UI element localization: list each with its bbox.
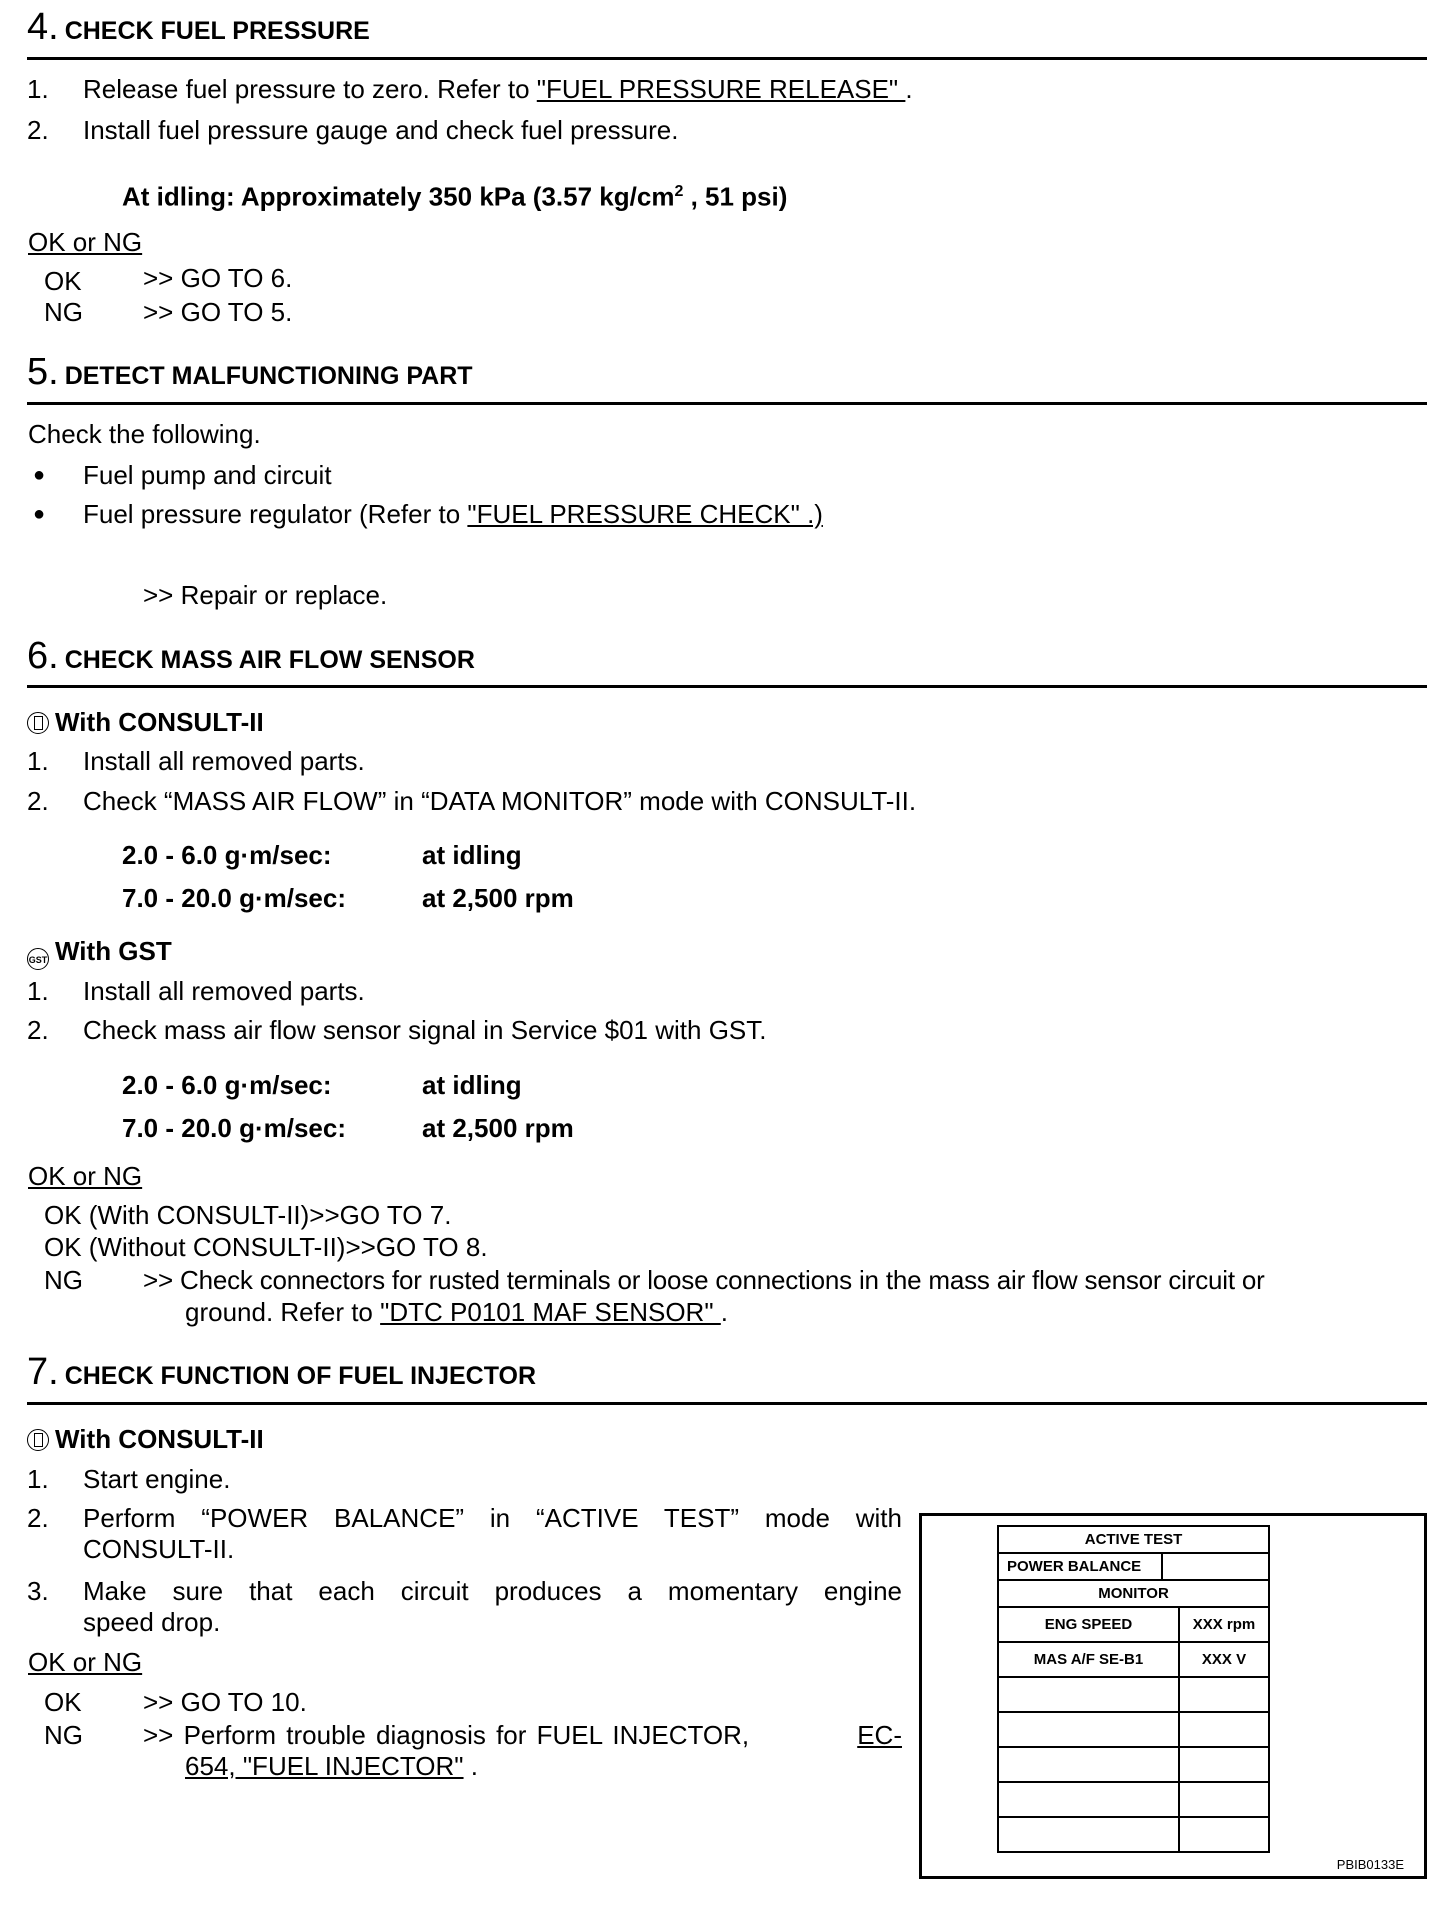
empty-cell <box>998 1747 1179 1782</box>
empty-cell <box>998 1712 1179 1747</box>
result-action: >> GO TO 5. <box>143 297 293 327</box>
step-4-heading <box>27 7 370 51</box>
step-number: 5. <box>27 351 59 393</box>
item-text-end: . <box>905 74 913 104</box>
divider <box>27 402 1427 405</box>
ok-or-ng-label: OK or NG <box>28 1647 143 1677</box>
spec-value: 7.0 - 20.0 g·m/sec: <box>122 883 346 913</box>
bullet-icon: ● <box>33 464 46 486</box>
spec-condition: at idling <box>422 840 522 870</box>
with-gst-label <box>27 936 172 966</box>
text-end: . <box>720 1297 729 1327</box>
ok-or-ng-label: OK or NG <box>28 1161 143 1191</box>
fuel-pressure-check-link[interactable]: "FUEL PRESSURE CHECK" .) <box>467 499 823 529</box>
result-key: OK <box>44 1687 82 1717</box>
empty-cell <box>1179 1712 1269 1747</box>
divider <box>27 1402 1427 1405</box>
item-text: Make sure that each circuit produces a momentary engine <box>83 1576 902 1606</box>
empty-cell <box>1179 1677 1269 1712</box>
with-consult-label <box>27 707 264 737</box>
monitor-value: XXX rpm <box>1179 1607 1269 1642</box>
monitor-value: XXX V <box>1179 1642 1269 1677</box>
text: ground. Refer to <box>185 1297 381 1327</box>
ok-or-ng-label: OK or NG <box>28 227 143 257</box>
list-item <box>27 74 49 104</box>
item-text: Install all removed parts. <box>83 746 365 776</box>
step-7-heading <box>27 1352 536 1396</box>
item-text: Install fuel pressure gauge and check fuel pressure. <box>83 115 679 145</box>
result-action: >> GO TO 6. <box>143 263 293 293</box>
monitor-item: MAS A/F SE-B1 <box>998 1642 1179 1677</box>
consult-icon <box>27 712 49 734</box>
item-text: Install all removed parts. <box>83 976 365 1006</box>
item-text: Check mass air flow sensor signal in Service $01 with GST. <box>83 1015 767 1045</box>
result-action-cont <box>185 1297 728 1327</box>
step-title: CHECK FUEL PRESSURE <box>64 17 370 45</box>
result-key: NG <box>44 1720 83 1750</box>
figure-id: PBIB0133E <box>1336 1857 1404 1872</box>
step-title: DETECT MALFUNCTIONING PART <box>64 362 473 390</box>
result-key: NG <box>44 1265 83 1295</box>
with-consult-label <box>27 1424 264 1454</box>
item-number: 2. <box>27 1503 49 1533</box>
bullet-icon: ● <box>33 503 46 525</box>
gst-icon: GST <box>27 948 49 970</box>
spec-value: 7.0 - 20.0 g·m/sec: <box>122 1113 346 1143</box>
label-text: With CONSULT-II <box>55 1424 264 1454</box>
item-text-cont: CONSULT-II. <box>83 1534 235 1564</box>
item-text: Start engine. <box>83 1464 231 1494</box>
spec-condition: at 2,500 rpm <box>422 1113 574 1143</box>
item-text: Perform “POWER BALANCE” in “ACTIVE TEST” mode with <box>83 1503 902 1533</box>
result-action: >> Check connectors for rusted terminals or loose connections in the mass air flow sensor circuit or <box>143 1265 1265 1295</box>
item-number: 3. <box>27 1576 49 1606</box>
result-key: NG <box>44 297 83 327</box>
dtc-p0101-link[interactable]: "DTC P0101 MAF SENSOR" <box>380 1297 721 1327</box>
spec-superscript: 2 <box>674 183 684 200</box>
bullet-item <box>83 499 823 529</box>
empty-cell <box>998 1677 1179 1712</box>
monitor-item: ENG SPEED <box>998 1607 1179 1642</box>
item-number: 2. <box>27 115 49 145</box>
step-5-heading <box>27 352 473 396</box>
step-title: CHECK MASS AIR FLOW SENSOR <box>64 646 475 674</box>
result-key: OK <box>44 266 82 296</box>
fuel-injector-link[interactable]: EC- <box>857 1720 902 1750</box>
text: >> Perform trouble diagnosis for FUEL INJECTOR, <box>143 1720 750 1750</box>
divider <box>27 57 1427 60</box>
consult-screen-figure <box>919 1513 1427 1879</box>
list-item-text <box>83 74 913 104</box>
text-end: . <box>463 1751 478 1781</box>
table-header: ACTIVE TEST <box>998 1526 1269 1553</box>
step-number: 4. <box>27 6 59 48</box>
spec-value: 2.0 - 6.0 g·m/sec: <box>122 1070 332 1100</box>
step-title: CHECK FUNCTION OF FUEL INJECTOR <box>64 1362 537 1390</box>
item-number: 1. <box>27 746 49 776</box>
result-action <box>143 1720 902 1750</box>
result-action-cont <box>185 1751 478 1781</box>
item-number: 2. <box>27 1015 49 1045</box>
item-number: 1. <box>27 74 49 104</box>
bullet-text: Fuel pump and circuit <box>83 460 332 490</box>
empty-cell <box>998 1817 1179 1852</box>
spec-value <box>122 177 788 212</box>
item-number: 2. <box>27 786 49 816</box>
label-text: With CONSULT-II <box>55 707 264 737</box>
consult-icon <box>27 1429 49 1451</box>
item-text: Release fuel pressure to zero. Refer to <box>83 74 537 104</box>
result-ok-no-consult: OK (Without CONSULT-II)>>GO TO 8. <box>44 1232 488 1262</box>
intro-text: Check the following. <box>28 419 261 449</box>
empty-cell <box>1179 1782 1269 1817</box>
item-number: 1. <box>27 976 49 1006</box>
spec-text-end: , 51 psi) <box>683 181 788 212</box>
item-number: 1. <box>27 1464 49 1494</box>
item-text: Check “MASS AIR FLOW” in “DATA MONITOR” mode with CONSULT-II. <box>83 786 917 816</box>
empty-cell <box>998 1782 1179 1817</box>
result-action: >> GO TO 10. <box>143 1687 307 1717</box>
action-text: >> Repair or replace. <box>143 580 388 610</box>
step-number: 7. <box>27 1351 59 1393</box>
bullet-text: Fuel pressure regulator (Refer to <box>83 499 468 529</box>
monitor-label: MONITOR <box>998 1580 1269 1607</box>
empty-cell <box>1179 1747 1269 1782</box>
spec-value: 2.0 - 6.0 g·m/sec: <box>122 840 332 870</box>
result-ok-consult: OK (With CONSULT-II)>>GO TO 7. <box>44 1200 452 1230</box>
mode-label: POWER BALANCE <box>999 1554 1163 1579</box>
divider <box>27 685 1427 688</box>
item-text-cont: speed drop. <box>83 1607 221 1637</box>
step-number: 6. <box>27 635 59 677</box>
fuel-injector-link-cont[interactable]: 654, "FUEL INJECTOR" <box>185 1751 464 1781</box>
fuel-pressure-release-link[interactable]: "FUEL PRESSURE RELEASE" <box>536 74 906 104</box>
label-text: With GST <box>55 936 172 966</box>
step-6-heading <box>27 636 475 680</box>
mode-row <box>998 1553 1269 1580</box>
spec-condition: at idling <box>422 1070 522 1100</box>
spec-text: At idling: Approximately 350 kPa (3.57 kg/cm <box>122 181 675 212</box>
spec-condition: at 2,500 rpm <box>422 883 574 913</box>
active-test-table <box>997 1525 1270 1853</box>
empty-cell <box>1179 1817 1269 1852</box>
